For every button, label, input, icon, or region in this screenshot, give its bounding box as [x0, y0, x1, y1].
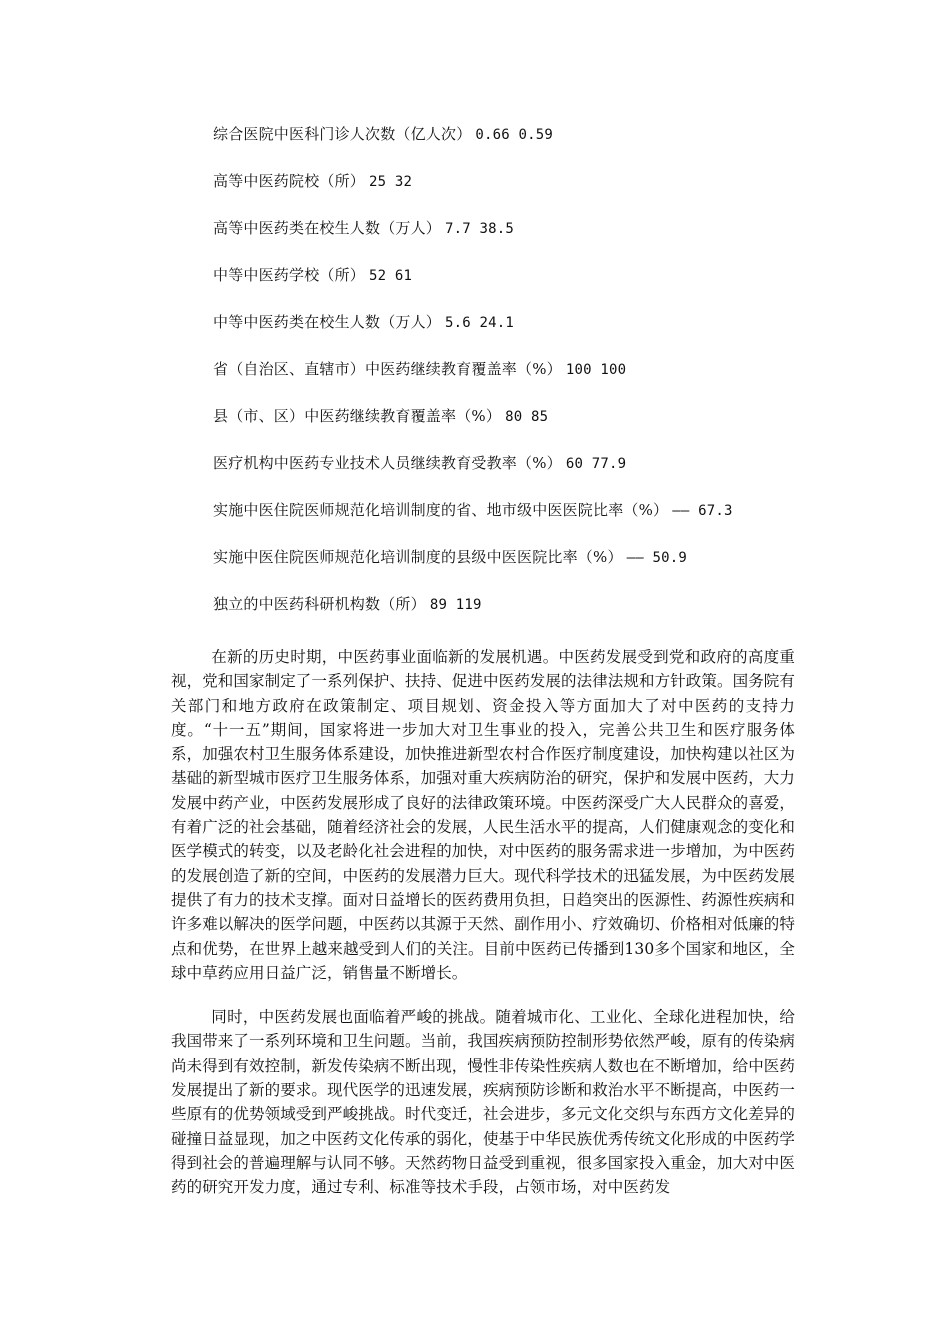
stat-values: 7.7 38.5 [445, 221, 515, 237]
stat-label: 医疗机构中医药专业技术人员继续教育受教率（%） [213, 454, 562, 472]
stat-line [213, 453, 913, 500]
stat-label: 县（市、区）中医药继续教育覆盖率（%） [213, 407, 502, 425]
stat-label: 实施中医住院医师规范化培训制度的县级中医医院比率（%） [213, 548, 623, 566]
stat-line [213, 124, 913, 171]
stat-label: 中等中医药类在校生人数（万人） [213, 313, 442, 331]
stat-values: —— 50.9 [626, 550, 688, 566]
body-text [171, 645, 795, 1220]
stat-values: 25 32 [369, 174, 413, 190]
stat-line [213, 547, 913, 594]
stat-label: 高等中医药院校（所） [213, 172, 366, 190]
stat-line [213, 312, 913, 359]
stat-values: 0.66 0.59 [475, 127, 554, 143]
stat-values: 60 77.9 [565, 456, 627, 472]
paragraph-challenges: 同时，中医药发展也面临着严峻的挑战。随着城市化、工业化、全球化进程加快，给我国带来了一系列环境和卫生问题。当前，我国疾病预防控制形势依然严峻，原有的传染病尚未得到有效控制，新发传染病不断出现，慢性非传染性疾病人数也在不断增加，给中医药发展提出了新的要求。现代医学的迅速发展，疾病预防诊断和救治水平不断提高，中医药一些原有的优势领域受到严峻挑战。时代变迁，社会进步，多元文化交织与东西方文化差异的碰撞日益显现，加之中医药文化传承的弱化，使基于中华民族优秀传统文化形成的中医药学得到社会的普遍理解与认同不够。天然药物日益受到重视，很多国家投入重金，加大对中医药的研究开发力度，通过专利、标准等技术手段，占领市场，对中医药发 [171, 1008, 796, 1197]
stat-label: 实施中医住院医师规范化培训制度的省、地市级中医医院比率（%） [213, 501, 669, 519]
statistics-list [213, 124, 913, 641]
stat-values: 80 85 [505, 409, 549, 425]
stat-line [213, 359, 913, 406]
stat-label: 综合医院中医科门诊人次数（亿人次） [213, 125, 472, 143]
stat-label: 高等中医药类在校生人数（万人） [213, 219, 442, 237]
stat-line [213, 265, 913, 312]
stat-values: 52 61 [369, 268, 413, 284]
stat-values: —— 67.3 [672, 503, 733, 519]
paragraph-opportunities: 在新的历史时期，中医药事业面临新的发展机遇。中医药发展受到党和政府的高度重视，党和国家制定了一系列保护、扶持、促进中医药发展的法律法规和方针政策。国务院有关部门和地方政府在政策制定、项目规划、资金投入等方面加大了对中医药的支持力度。“十一五”期间，国家将进一步加大对卫生事业的投入，完善公共卫生和医疗服务体系，加强农村卫生服务体系建设，加快推进新型农村合作医疗制度建设，加快构建以社区为基础的新型城市医疗卫生服务体系，加强对重大疾病防治的研究，保护和发展中医药，大力发展中药产业，中医药发展形成了良好的法律政策环境。中医药深受广大人民群众的喜爱，有着广泛的社会基础，随着经济社会的发展，人民生活水平的提高，人们健康观念的变化和医学模式的转变，以及老龄化社会进程的加快，对中医药的服务需求进一步增加，为中医药的发展创造了新的空间，中医药的发展潜力巨大。现代科学技术的迅猛发展，为中医药发展提供了有力的技术支撑。面对日益增长的医药费用负担，日趋突出的医源性、药源性疾病和许多难以解决的医学问题，中医药以其源于天然、副作用小、疗效确切、价格相对低廉的特点和优势，在世界上越来越受到人们的关注。目前中医药已传播到130多个国家和地区，全球中草药应用日益广泛，销售量不断增长。 [171, 648, 796, 982]
stat-line [213, 171, 913, 218]
stat-line [213, 406, 913, 453]
stat-label: 独立的中医药科研机构数（所） [213, 595, 426, 613]
stat-line [213, 594, 913, 641]
stat-label: 省（自治区、直辖市）中医药继续教育覆盖率（%） [213, 360, 562, 378]
stat-label: 中等中医药学校（所） [213, 266, 366, 284]
stat-values: 100 100 [565, 362, 627, 378]
stat-values: 5.6 24.1 [445, 315, 515, 331]
stat-line [213, 500, 913, 547]
stat-values: 89 119 [429, 597, 482, 613]
stat-line [213, 218, 913, 265]
